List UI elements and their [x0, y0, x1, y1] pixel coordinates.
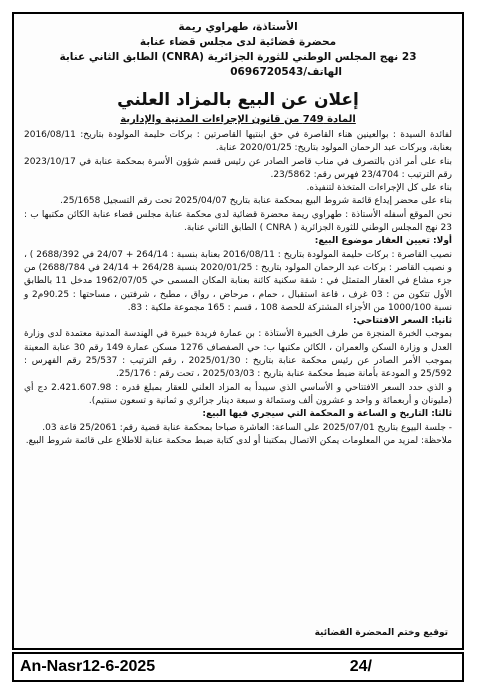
section-property-heading: أولا: تعيين العقار موضوع البيع: — [314, 236, 452, 247]
paragraph-signatory: نحن الموقع أسفله الأستاذة : طهراوي ريمة محضرة قضائية لدى محكمة عنابة مجلس قضاء عنابة الكائن مكتبها ب : 23 نهج المجلس الوطني للثورة الجزائرية ( CNRA ) الطابق الثاني عنابة. — [24, 209, 452, 234]
newspaper-source: An-Nasr12-6-2025 — [20, 658, 156, 675]
notice-body — [14, 129, 462, 448]
page-number: 24/ — [349, 658, 372, 675]
paragraph-beneficiary: لفائدة السيدة : بوالعينين هناء القاصرة في حق ابنتيها القاصرتين : بركات حليمة المولودة بتاريخ: 2016/08/11 بعنابة، وبركات عبد الرحمان المولود بتاريخ: 2020/01/25 عنابة. — [24, 130, 452, 154]
paragraph-court-order: بناء على أمر اذن بالتصرف في مناب قاصر الصادر عن رئيس قسم شؤون الأسرة بمحكمة عنابة في 2023/10/17 رقم الترتيب : 23/4704 فهرس رقم: 23/5862. — [24, 156, 452, 180]
page-footer — [12, 652, 464, 682]
paragraph-expertise: بموجب الخبرة المنجزة من طرف الخبيرة الأستاذة : بن عمارة فريدة خبيرة في الهندسة المدنية معتمدة لدى وزارة العدل و وزارة السكن والعمران ، الكائن مكتبها ب: حي الصفصاف 1276 مسكن عمارة 149 رقم 30 عنابة المعينة بموجب الأمر الصادر عن رئيس محكمة عنابة بتاريخ : 2025/01/30 ، رقم الترتيب : 25/537 رقم الفهرس : 25/592 و المودعة بأمانة ضبط محكمة عنابة بتاريخ : 2025/03/03 ، تحت رقم : 25/176. — [24, 329, 452, 380]
notice-title: إعلان عن البيع بالمزاد العلني — [117, 90, 359, 110]
paragraph-session: - جلسة البيوع بتاريخ 2025/07/01 على الساعة: العاشرة صباحا بمحكمة عنابة قضية رقم: 25/2061 قاعة 03. — [42, 422, 452, 433]
bailiff-header — [14, 14, 462, 80]
paragraph-price: و الذي حدد السعر الافتتاحي و الأساسي الذي سيبدأ به المزاد العلني للعقار بمبلغ قدره : 2.421.607.98 دج أي (مليونان و أربعمائة و واحد و عشرون ألف وستمائة و سبعة دينار جزائري و ثمانية و تسعون سنتيم). — [24, 382, 452, 406]
paragraph-property: نصيب القاصرة : بركات حليمة المولودة بتاريخ : 2016/08/11 بعنابة بنسبة : 264/14 + 24/07 في 2688/392 ) ، و نصيب القاصر : بركات عبد الرحمان المولود بتاريخ : 2020/01/25 بنسبة 264/28 + 24/14 في 2688/784) من جزء مشاع في العقار المتمثل في : شقة سكنية كائنة بعنابة المكان المسمى حي 1962/07/05 مدخل 11 بالطابق الأول تتكون من : 03 غرف ، قاعة استقبال ، حمام ، مرحاض ، رواق ، مطبخ ، شرفتين ، مساحتها : 90.25م2 و نسبة 1000/100 من الأجزاء المشتركة للحصة 108 ، قسم : 165 مجموعة ملكية : 83. — [24, 249, 453, 313]
notice-subtitle: المادة 749 من قانون الإجراءات المدنية والإدارية — [120, 114, 356, 125]
bailiff-phone: الهاتف/0696720543 — [230, 66, 342, 78]
bailiff-name: الأستاذة، طهراوي ريمة — [178, 21, 298, 33]
section-price-heading: ثانيا: السعر الافتتاحي: — [353, 316, 452, 327]
signature-line: توقيع وختم المحضرة القضائية — [314, 628, 448, 638]
legal-notice-page — [12, 12, 464, 650]
section-date-heading: ثالثا: التاريخ و الساعة و المحكمة التي سيجري فيها البيع: — [202, 409, 452, 420]
paragraph-procedures: بناء على كل الإجراءات المتخذة لتنفيذه. — [306, 183, 452, 194]
bailiff-address: 23 نهج المجلس الوطني للثورة الجزائرية (CNRA) الطابق الثاني عنابة — [59, 51, 417, 63]
paragraph-deposit: بناء على محضر إيداع قائمة شروط البيع بمحكمة عنابة بتاريخ 2025/04/07 تحت رقم التسجيل 25/1658. — [60, 196, 452, 207]
bailiff-role: محضرة قضائية لدى مجلس قضاء عنابة — [139, 36, 337, 48]
paragraph-note: ملاحظة: لمزيد من المعلومات يمكن الاتصال بمكتبنا أو لدى كتابة ضبط محكمة عنابة للاطلاع على قائمة شروط البيع. — [25, 435, 452, 446]
